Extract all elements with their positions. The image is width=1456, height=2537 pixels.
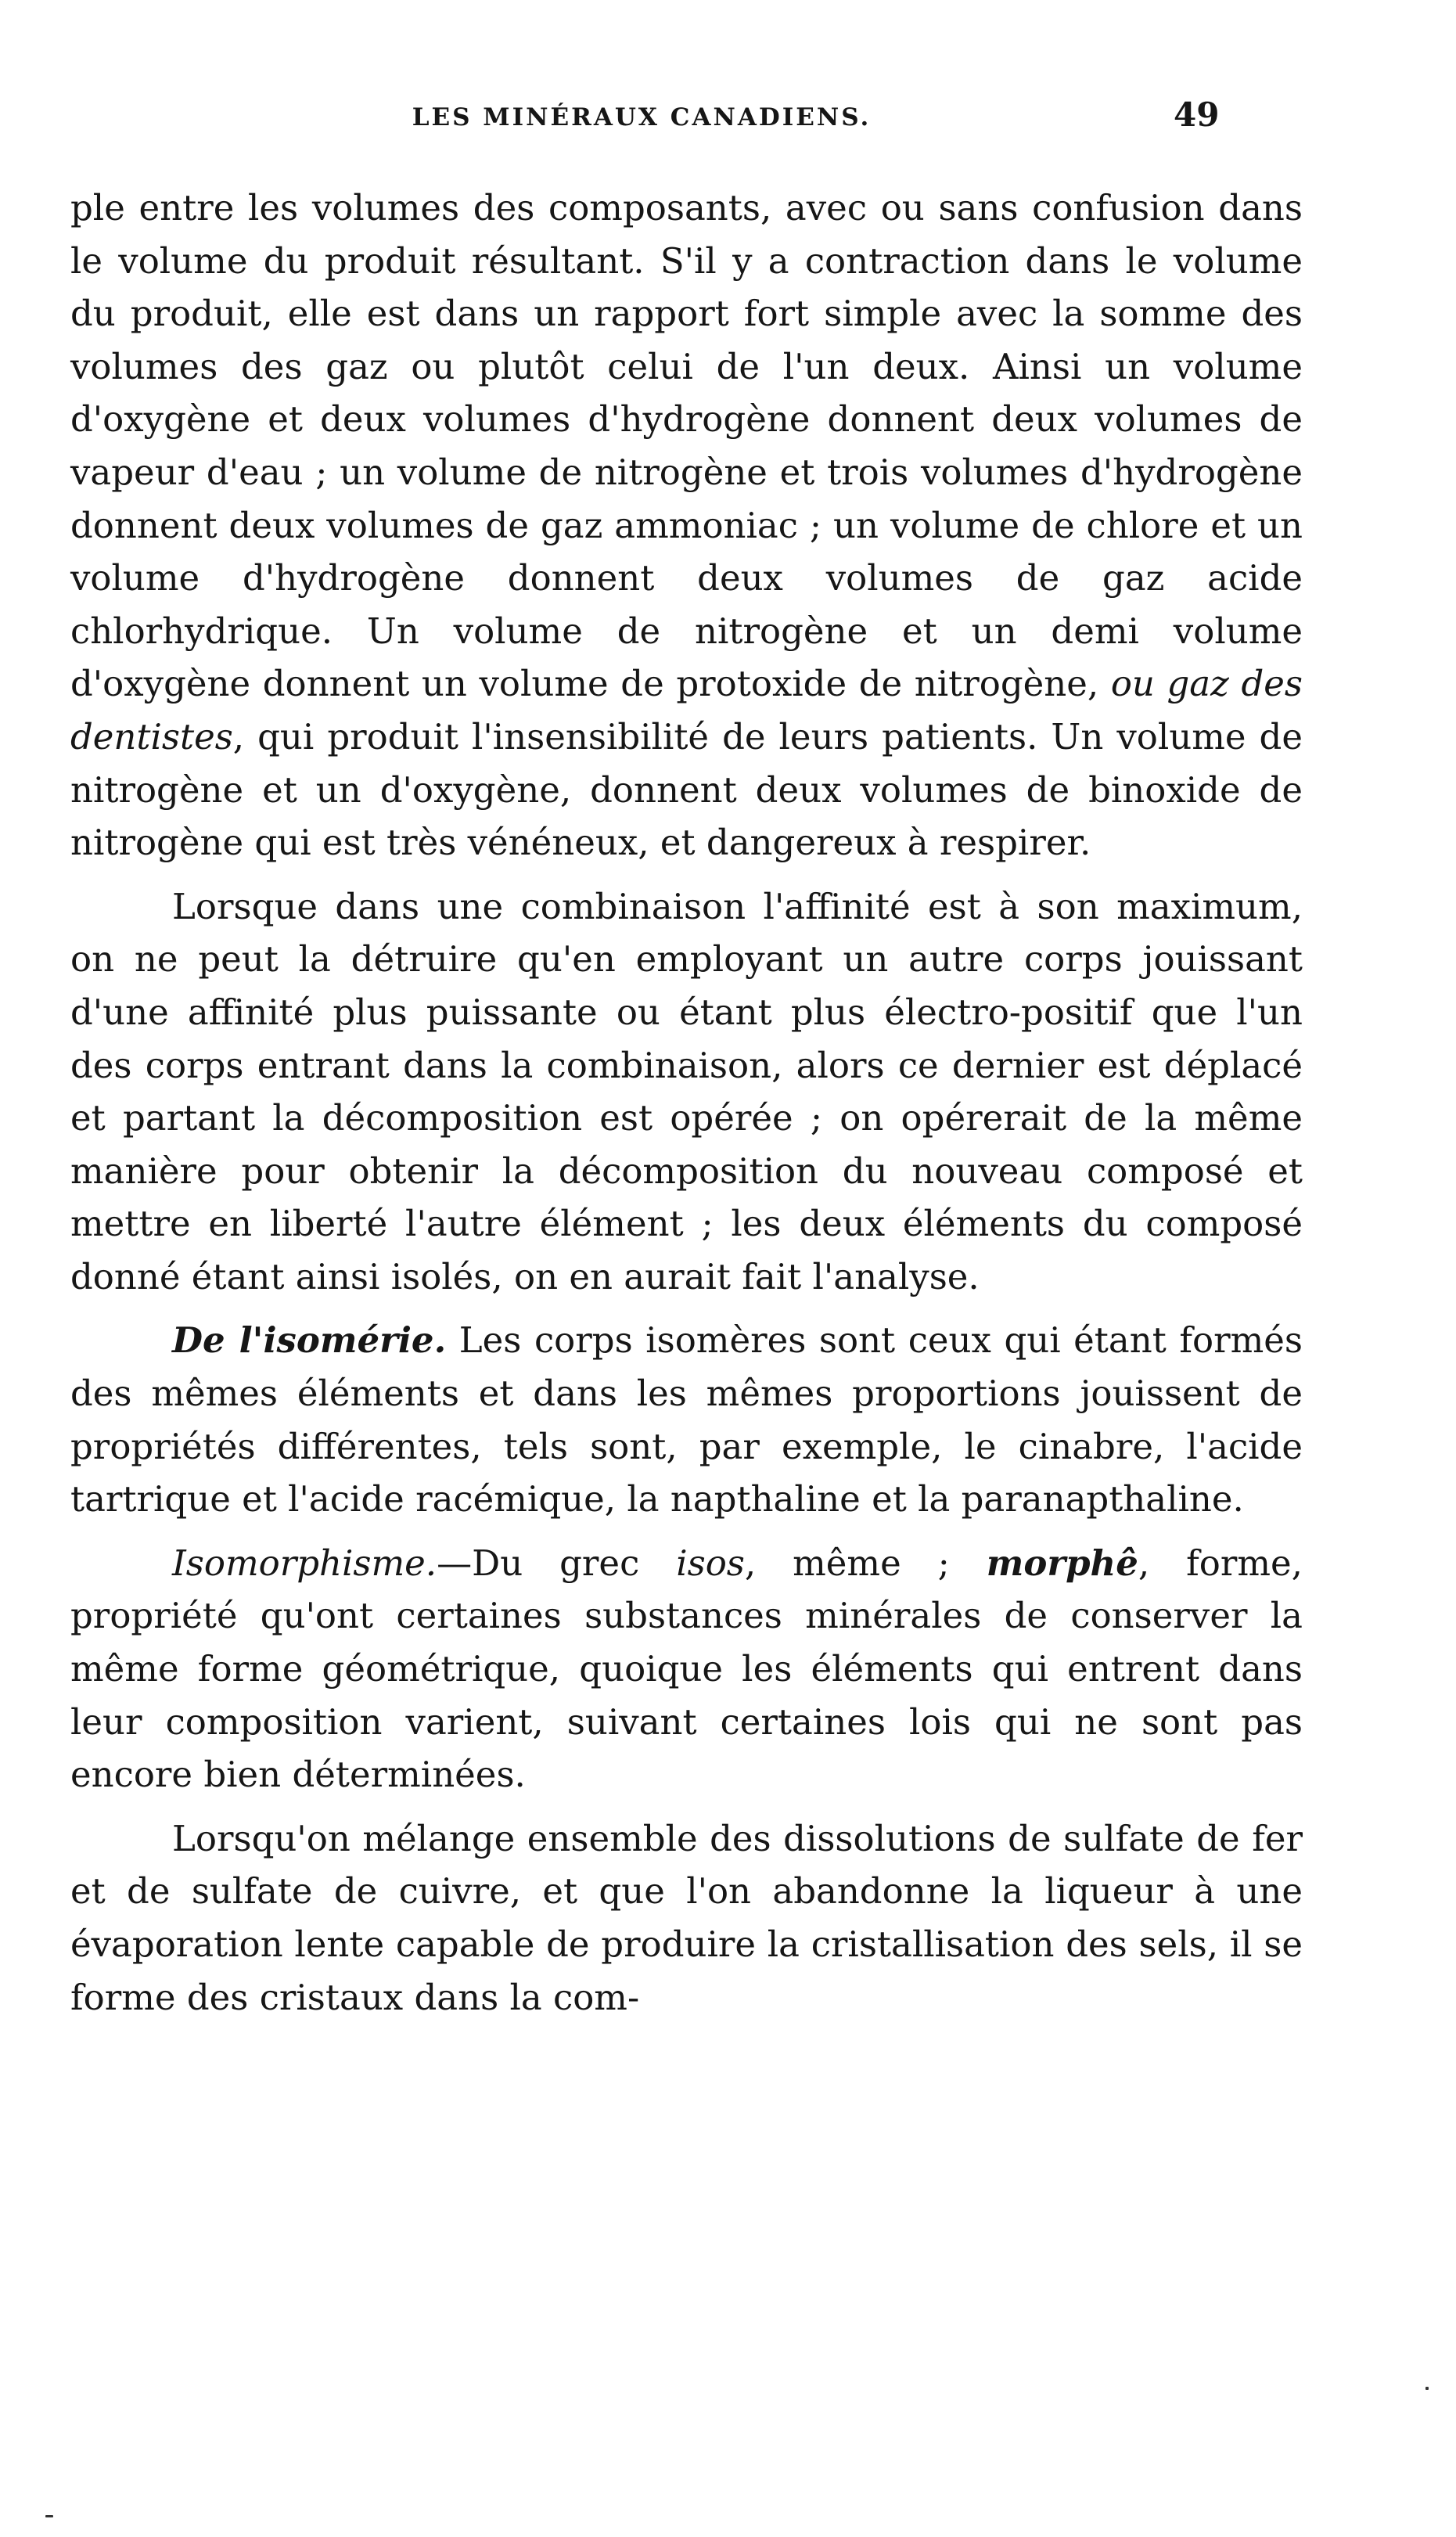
scan-speck [45, 2515, 53, 2517]
italic-phrase: ou gaz des dentistes [70, 663, 1303, 758]
paragraph-text: , même ; [744, 1542, 987, 1584]
paragraph-text: , forme, propriété qu'ont certaines substances minérales de conserver la même forme géométrique, quoique les éléments qui entrent dans leur composition varient, suivant certaines lois qui ne sont pas encore bien déterminées. [70, 1542, 1303, 1796]
paragraph-text: Lorsque dans une combinaison l'affinité est à son maximum, on ne peut la détruire qu'en employant un autre corps jouissant d'une affinité plus puissante ou étant plus électro-positif que l'un des corps entrant dans la combinaison, alors ce dernier est déplacé et partant la décomposition est opérée ; on opérerait de la même manière pour obtenir la décomposition du nouveau composé et mettre en liberté l'autre élément ; les deux éléments du composé donné étant ainsi isolés, on en aurait fait l'analyse. [70, 885, 1303, 1297]
paragraph-sulfates [70, 1812, 1303, 2024]
paragraph-isomerie [70, 1314, 1303, 1525]
scan-speck [1425, 2387, 1429, 2390]
paragraph-text: ple entre les volumes des composants, avec ou sans confusion dans le volume du produit résultant. S'il y a contraction dans le volume du produit, elle est dans un rapport fort simple avec la somme des volumes des gaz ou plutôt celui de l'un deux. Ainsi un volume d'oxygène et deux volumes d'hydrogène donnent deux volumes de vapeur d'eau ; un volume de nitrogène et trois volumes d'hydrogène donnent deux volumes de gaz ammoniac ; un volume de chlore et un volume d'hydrogène donnent deux volumes de gaz acide chlorhydrique. Un volume de nitrogène et un demi volume d'oxygène donnent un volume de protoxide de nitrogène, [70, 187, 1303, 705]
paragraph-isomorphisme [70, 1537, 1303, 1801]
italic-word: isos [676, 1542, 745, 1584]
paragraph-text: , qui produit l'insensibilité de leurs patients. Un volume de nitrogène et un d'oxygène, donnent deux volumes de binoxide de nitrogène qui est très vénéneux, et dangereux à respirer. [70, 715, 1303, 864]
paragraph-text: Les corps isomères sont ceux qui étant formés des mêmes éléments et dans les mêmes proportions jouissent de propriétés différentes, tels sont, par exemple, le cinabre, l'acide tartrique et l'acide racémique, la napthaline et la paranapthaline. [70, 1319, 1303, 1520]
paragraph-text: Lorsqu'on mélange ensemble des dissolutions de sulfate de fer et de sulfate de cuivre, et que l'on abandonne la liqueur à une évaporation lente capable de produire la cristallisation des sels, il se forme des cristaux dans la com- [70, 1817, 1303, 2018]
running-title: LES MINÉRAUX CANADIENS. [412, 103, 872, 131]
italic-word: morphê [986, 1542, 1138, 1584]
paragraph-gas-volumes [70, 182, 1303, 869]
page-number: 49 [1174, 95, 1220, 134]
paragraph-text: —Du grec [437, 1542, 677, 1584]
body-text [70, 182, 1303, 2024]
section-lead-isomorphisme: Isomorphisme. [172, 1542, 437, 1584]
section-lead-isomerie: De l'isomérie. [172, 1319, 447, 1362]
paragraph-affinity [70, 880, 1303, 1304]
